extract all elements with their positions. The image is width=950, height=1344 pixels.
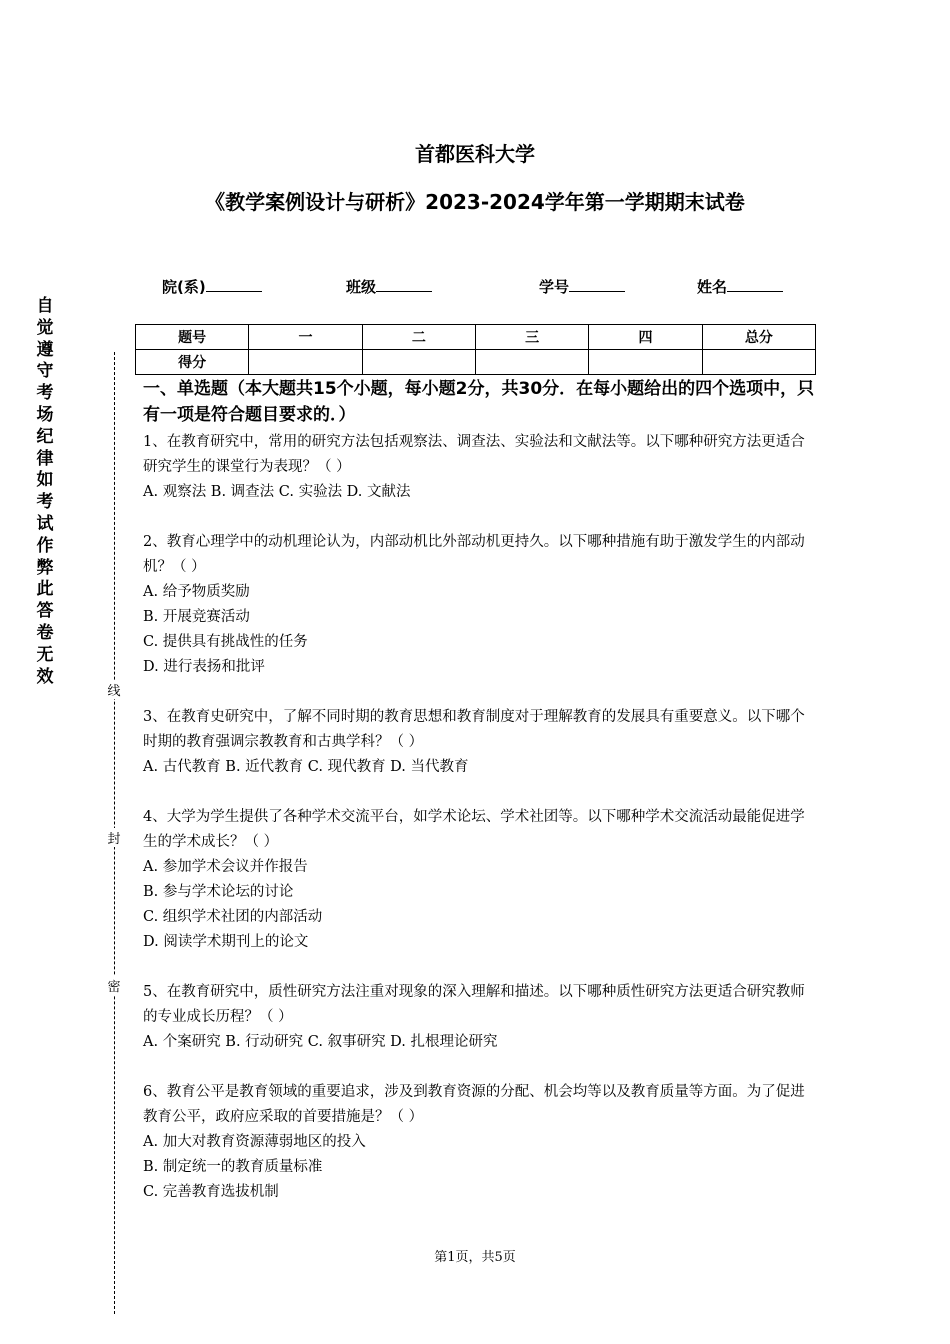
student-id-blank[interactable] [569,277,625,292]
page-footer: 第1页，共5页 [434,1250,516,1265]
department-blank[interactable] [206,277,262,292]
question-stem: 6、教育公平是教育领域的重要追求，涉及到教育资源的分配、机会均等以及教育质量等方面。为了促进教育公平，政府应采取的首要措施是？（ ） [143,1084,805,1125]
question-item [143,980,815,1055]
score-header-cell: 题号 [136,325,249,350]
option-a[interactable]: A. 给予物质奖励 [143,584,250,600]
option-a[interactable]: A. 参加学术会议并作报告 [143,859,308,875]
score-table [135,324,816,375]
question-stem: 5、在教育研究中，质性研究方法注重对现象的深入理解和描述。以下哪种质性研究方法更适合研究教师的专业成长历程？（ ） [143,984,805,1025]
question-item [143,1080,815,1205]
score-header-cell: 四 [589,325,702,350]
option-a[interactable]: A. 加大对教育资源薄弱地区的投入 [143,1134,366,1150]
name-label: 姓名 [697,278,728,296]
question-stem: 2、教育心理学中的动机理论认为，内部动机比外部动机更持久。以下哪种措施有助于激发学生的内部动机？（ ） [143,534,805,575]
student-id-field [539,276,625,297]
binding-mark-line: 线 [106,680,122,699]
name-field [697,276,783,297]
option-d[interactable]: D. 阅读学术期刊上的论文 [143,934,309,950]
question-options[interactable]: A. 观察法 B. 调查法 C. 实验法 D. 文献法 [143,484,411,500]
department-label: 院(系) [162,278,206,296]
option-c[interactable]: C. 组织学术社团的内部活动 [143,909,323,925]
question-item [143,805,815,955]
score-cell[interactable] [589,350,702,375]
option-d[interactable]: D. 进行表扬和批评 [143,659,265,675]
score-cell[interactable] [702,350,815,375]
binding-mark-seal: 封 [106,828,122,847]
binding-mark-secret: 密 [106,976,122,995]
score-header-cell: 一 [249,325,362,350]
class-field [346,276,432,297]
question-item [143,705,815,780]
score-header-cell: 总分 [702,325,815,350]
name-blank[interactable] [727,277,783,292]
score-table-header-row [136,325,816,350]
score-cell[interactable] [475,350,588,375]
question-area [143,376,815,1230]
score-cell[interactable] [362,350,475,375]
score-header-cell: 二 [362,325,475,350]
question-stem: 4、大学为学生提供了各种学术交流平台，如学术论坛、学术社团等。以下哪种学术交流活动最能促进学生的学术成长？（ ） [143,809,805,850]
score-table-score-row [136,350,816,375]
question-item [143,530,815,680]
option-b[interactable]: B. 开展竞赛活动 [143,609,250,625]
question-stem: 1、在教育研究中，常用的研究方法包括观察法、调查法、实验法和文献法等。以下哪种研究方法更适合研究学生的课堂行为表现？（ ） [143,434,805,475]
question-stem: 3、在教育史研究中，了解不同时期的教育思想和教育制度对于理解教育的发展具有重要意义。以下哪个时期的教育强调宗教教育和古典学科？（ ） [143,709,805,750]
score-cell[interactable] [249,350,362,375]
question-options[interactable]: A. 个案研究 B. 行动研究 C. 叙事研究 D. 扎根理论研究 [143,1034,498,1050]
exam-title: 《教学案例设计与研析》2023-2024学年第一学期期末试卷 [205,190,745,214]
score-row-label: 得分 [136,350,249,375]
question-options[interactable]: A. 古代教育 B. 近代教育 C. 现代教育 D. 当代教育 [143,759,469,775]
question-item [143,430,815,505]
option-c[interactable]: C. 完善教育选拔机制 [143,1184,279,1200]
option-c[interactable]: C. 提供具有挑战性的任务 [143,634,308,650]
section-heading: 一、单选题（本大题共15个小题，每小题2分，共30分．在每小题给出的四个选项中，只有一项是符合题目要求的．） [143,379,815,425]
university-title: 首都医科大学 [415,142,535,166]
class-blank[interactable] [376,277,432,292]
exam-discipline-notice: 自觉遵守考场纪律如考试作弊此答卷无效 [36,296,54,687]
class-label: 班级 [346,278,377,296]
department-field [162,276,262,297]
option-b[interactable]: B. 参与学术论坛的讨论 [143,884,294,900]
student-id-label: 学号 [539,278,570,296]
option-b[interactable]: B. 制定统一的教育质量标准 [143,1159,323,1175]
score-header-cell: 三 [475,325,588,350]
